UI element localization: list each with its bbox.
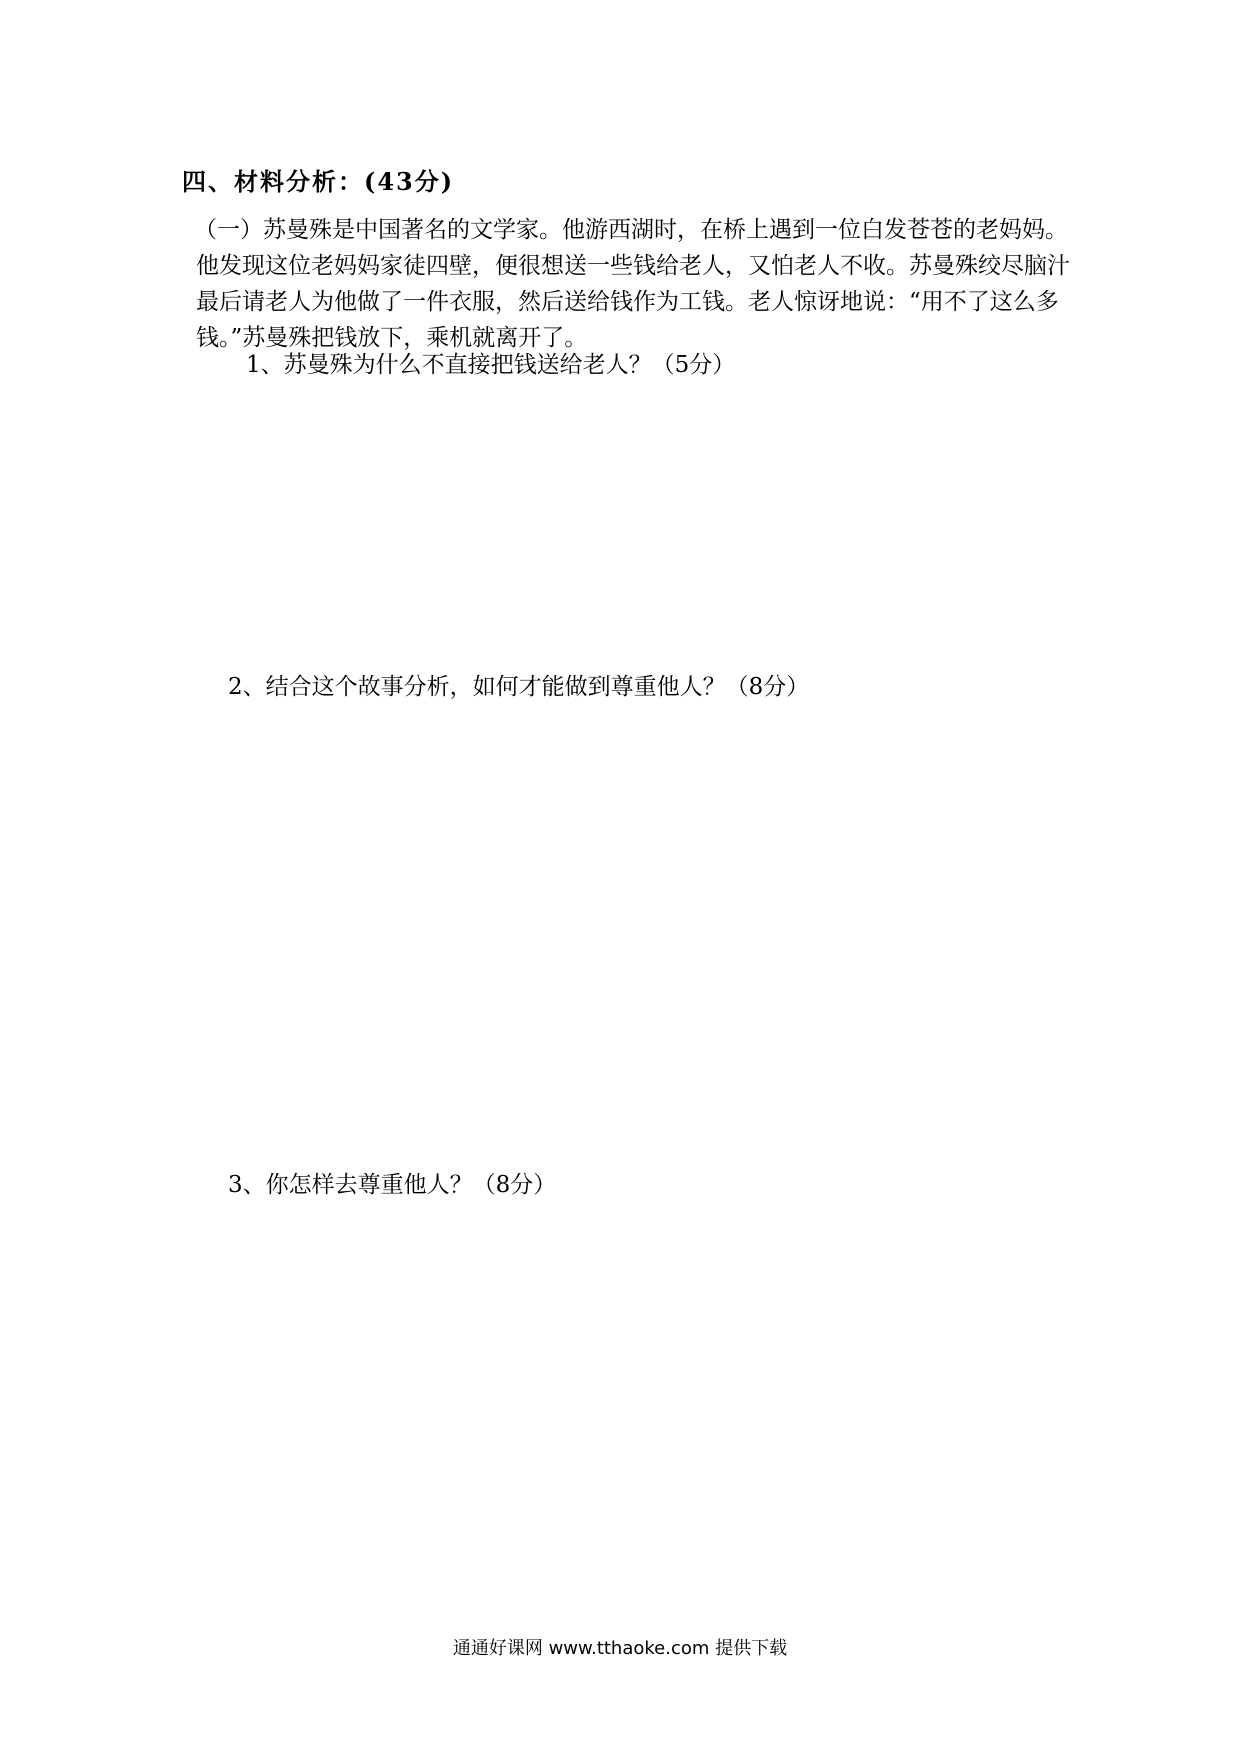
question-1: 1、苏曼殊为什么不直接把钱送给老人？（5分） xyxy=(246,352,736,378)
question-2: 2、结合这个故事分析，如何才能做到尊重他人？（8分） xyxy=(228,674,810,700)
material-passage xyxy=(196,212,1076,356)
passage-text: （一）苏曼殊是中国著名的文学家。他游西湖时，在桥上遇到一位白发苍苍的老妈妈。他发现这位老妈妈家徒四壁，便很想送一些钱给老人，又怕老人不收。苏曼殊绞尽脑汁最后请老人为他做了一件衣服，然后送给钱作为工钱。老人惊讶地说：“用不了这么多钱。”苏曼殊把钱放下，乘机就离开了。 xyxy=(194,217,1070,351)
question-3: 3、你怎样去尊重他人？（8分） xyxy=(228,1172,557,1198)
section-title: 四、材料分析：(43分) xyxy=(182,167,455,196)
footer-source: 通通好课网 www.tthaoke.com 提供下载 xyxy=(452,1638,788,1659)
